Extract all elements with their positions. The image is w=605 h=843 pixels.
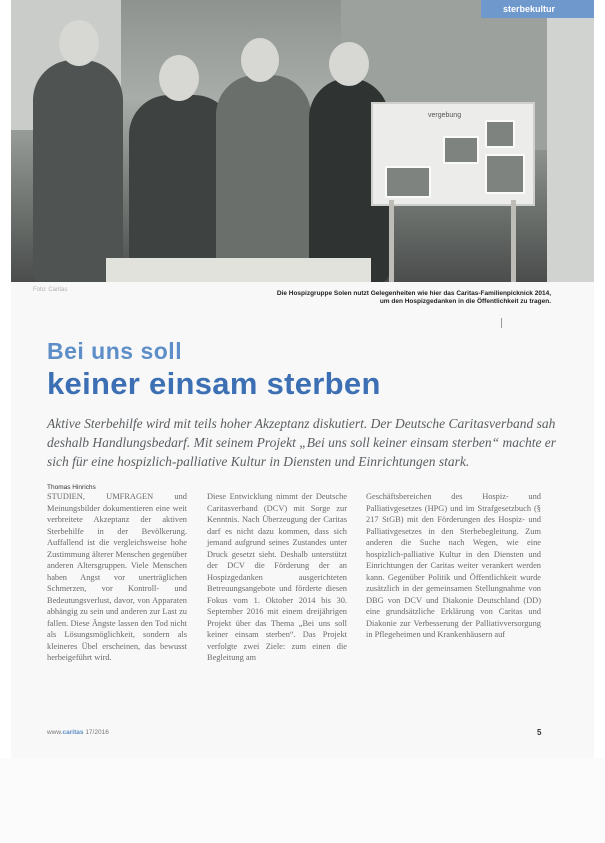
footer-url [47,729,109,736]
photo-caption: Die Hospizgruppe Solen nutzt Gelegenheiten wie hier das Caritas-Familienpicknick 2014, um den Hospizgedanken in die Öffentlichkeit zu tragen. [276,290,551,305]
footer-prefix: www. [47,729,63,736]
magazine-page [11,0,594,758]
photo-credit: Foto: Caritas [33,287,68,293]
easel-leg-left [389,200,394,282]
person-1-head [59,20,99,66]
board-photo-2 [385,166,431,198]
body-column-1: STUDIEN, UMFRAGEN und Meinungsbilder dokumentieren eine weit verbreitete Akzeptanz der aktiven Sterbehilfe in der Bevölkerung. Auffallend ist die vergleichsweise hohe Zustimmung älterer Menschen gegenüber anderen Altersgruppen. Viele Menschen haben Angst vor unerträglichen Schmerzen, vor Kontroll- und Bedeutungsverlust, davor, von Apparaten abhängig zu sein und anderen zur Last zu fallen. Diese Ängste lassen den Tod nicht als Lösungsmöglichkeit, sondern als kleineres Übel erscheinen, das bewusst herbeigeführt wird. [47,492,187,662]
person-2-head [159,55,199,101]
footer-brand: caritas [62,729,84,736]
person-3-head [241,38,279,82]
article-kicker: Bei uns soll [47,338,183,364]
person-1 [33,60,123,282]
page-number: 5 [537,728,542,737]
board-photo-1 [443,136,479,164]
easel-leg-right [511,200,516,282]
picnic-table [106,258,371,282]
article-headline: keiner einsam sterben [47,366,381,401]
separator-mark [501,318,502,328]
body-column-3: Geschäftsbereichen des Hospiz- und Palliativgesetzes (HPG) und im Strafgesetzbuch (§ 217 StGB) mit den Förderungen des Hospiz- und Palliativgesetzes in den Sterbebegleitung. Zum anderen die Suche nach Wegen, wie eine hospizlich-palliative Kultur in den Diensten und Einrichtungen der Caritas weiter verankert werden kann. Gegenüber Politik und Öffentlichkeit wurde zusätzlich in der gemeinsamen Stellungnahme von DBG von DCV und Diakonie Deutschland (DD) eine grundsätzliche Erklärung von Caritas und Diakonie zur Verbesserung der Palliativversorgung in Pflegeheimen und Krankenhäusern auf [366,492,541,639]
article-photo [11,0,547,282]
section-tab: sterbekultur [481,0,594,18]
display-board [371,102,535,206]
scan-margin [0,758,605,843]
footer-issue: 17/2016 [85,729,109,736]
body-column-2: Diese Entwicklung nimmt der Deutsche Caritasverband (DCV) mit Sorge zur Kenntnis. Nach Überzeugung der Caritas darf es nicht dazu kommen, dass sich jemand aufgrund seines Zustandes unter Druck gesetzt sieht. Deshalb unterstützt der DCV die Förderung der an Hospizgedanken ausgerichteten Betreuungsangebote und förderte diesen Fokus vom 1. Oktober 2014 bis 30. September 2016 mit einem dreijährigen Projekt über das Thema „Bei uns soll keiner einsam sterben“. Das Projekt verfolgte zwei Ziele: zum einen die Begleitung am [207,492,347,662]
board-photo-3 [485,154,525,194]
display-board-label: vergebung [428,112,462,119]
article-author: Thomas Hinrichs [47,484,96,491]
person-3 [216,75,311,282]
person-4-head [329,42,369,86]
board-photo-4 [485,120,515,148]
article-teaser: Aktive Sterbehilfe wird mit teils hoher Akzeptanz diskutiert. Der Deutsche Caritasverband sah deshalb Handlungsbedarf. Mit seinem Projekt „Bei uns soll keiner einsam sterben“ machte er sich für eine hospizlich-palliative Kultur in Diensten und Einrichtungen stark. [47,416,557,469]
right-margin-strip [547,18,594,282]
